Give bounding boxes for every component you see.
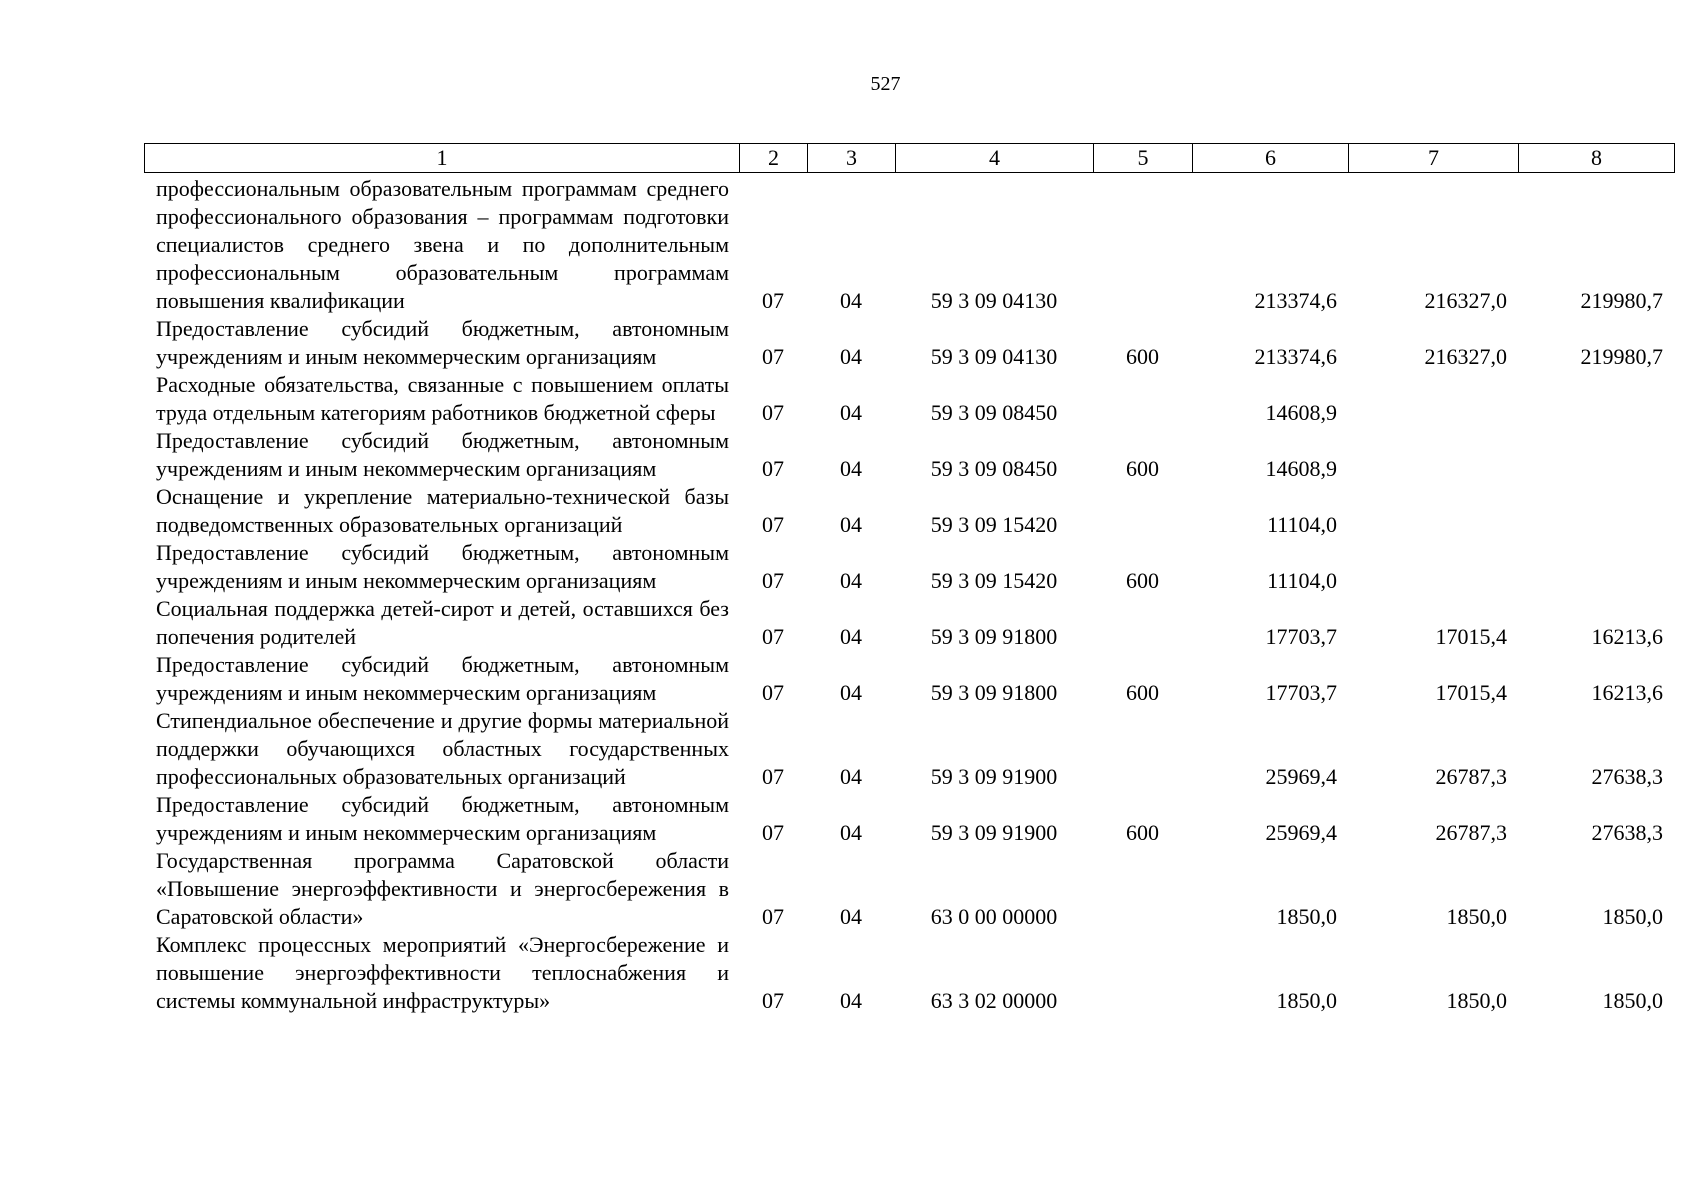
section-code-cell: 07 (762, 568, 784, 593)
subsection-code-cell: 04 (840, 344, 862, 369)
target-code-cell: 59 3 09 91900 (930, 820, 1058, 845)
row-name-cell: Стипендиальное обеспечение и другие формы материальной поддержки обучающихся областных государственных профессиональных образовательных организаций (156, 708, 729, 789)
amount-year3-cell: 219980,7 (1580, 288, 1663, 313)
subsection-code-cell: 04 (840, 288, 862, 313)
column-header-5: 5 (1094, 144, 1193, 173)
row-name-cell: Предоставление субсидий бюджетным, автономным учреждениям и иным некоммерческим организациям (156, 792, 729, 845)
section-code-cell: 07 (762, 456, 784, 481)
column-header-7: 7 (1349, 144, 1519, 173)
amount-year2-cell (1348, 539, 1518, 595)
amount-year2-cell: 216327,0 (1424, 344, 1507, 369)
subsection-code-cell: 04 (840, 764, 862, 789)
target-code-cell: 63 3 02 00000 (930, 988, 1058, 1013)
row-name-cell: Расходные обязательства, связанные с повышением оплаты труда отдельным категориям работников бюджетной сферы (156, 372, 729, 425)
expense-type-cell: 600 (1126, 568, 1159, 593)
amount-year2-cell: 1850,0 (1446, 904, 1507, 929)
expense-type-cell: 600 (1126, 456, 1159, 481)
amount-year3-cell: 27638,3 (1591, 820, 1663, 845)
section-code-cell: 07 (762, 512, 784, 537)
amount-year2-cell (1348, 483, 1518, 539)
amount-year2-cell: 17015,4 (1435, 680, 1507, 705)
amount-year3-cell (1518, 371, 1674, 427)
subsection-code-cell: 04 (840, 680, 862, 705)
row-name-cell: Оснащение и укрепление материально-технической базы подведомственных образовательных организаций (156, 484, 729, 537)
target-code-cell: 59 3 09 91800 (930, 624, 1058, 649)
target-code-cell: 59 3 09 15420 (930, 568, 1058, 593)
subsection-code-cell: 04 (840, 512, 862, 537)
target-code-cell: 59 3 09 08450 (930, 456, 1058, 481)
column-header-8: 8 (1519, 144, 1675, 173)
section-code-cell: 07 (762, 764, 784, 789)
amount-year3-cell: 16213,6 (1591, 624, 1663, 649)
amount-year1-cell: 25969,4 (1265, 820, 1337, 845)
page-number: 527 (870, 73, 901, 95)
expense-type-cell (1093, 931, 1192, 1015)
section-code-cell: 07 (762, 820, 784, 845)
section-code-cell: 07 (762, 400, 784, 425)
amount-year3-cell: 1850,0 (1602, 988, 1663, 1013)
expense-type-cell (1093, 847, 1192, 931)
expense-type-cell (1093, 707, 1192, 791)
amount-year2-cell: 1850,0 (1446, 988, 1507, 1013)
amount-year1-cell: 1850,0 (1276, 904, 1337, 929)
table-row (144, 791, 1674, 847)
amount-year1-cell: 17703,7 (1265, 624, 1337, 649)
section-code-cell: 07 (762, 344, 784, 369)
amount-year2-cell: 26787,3 (1435, 820, 1507, 845)
amount-year3-cell: 16213,6 (1591, 680, 1663, 705)
amount-year1-cell: 11104,0 (1267, 512, 1337, 537)
amount-year1-cell: 17703,7 (1265, 680, 1337, 705)
amount-year3-cell (1518, 539, 1674, 595)
row-name-cell: Социальная поддержка детей-сирот и детей, оставшихся без попечения родителей (156, 596, 729, 649)
table-row (144, 651, 1674, 707)
section-code-cell: 07 (762, 680, 784, 705)
row-name-cell: Государственная программа Саратовской области «Повышение энергоэффективности и энергосбережения в Саратовской области» (156, 848, 729, 929)
amount-year3-cell (1518, 483, 1674, 539)
amount-year2-cell (1348, 427, 1518, 483)
row-name-cell: Предоставление субсидий бюджетным, автономным учреждениям и иным некоммерческим организациям (156, 428, 729, 481)
amount-year3-cell: 1850,0 (1602, 904, 1663, 929)
target-code-cell: 59 3 09 04130 (930, 344, 1058, 369)
column-header-4: 4 (896, 144, 1094, 173)
target-code-cell: 59 3 09 08450 (930, 400, 1058, 425)
amount-year1-cell: 11104,0 (1267, 568, 1337, 593)
column-header-1: 1 (145, 144, 740, 173)
subsection-code-cell: 04 (840, 456, 862, 481)
section-code-cell: 07 (762, 988, 784, 1013)
expense-type-cell: 600 (1126, 820, 1159, 845)
table-row (144, 315, 1674, 371)
subsection-code-cell: 04 (840, 904, 862, 929)
table-row (144, 847, 1674, 931)
amount-year3-cell: 27638,3 (1591, 764, 1663, 789)
target-code-cell: 59 3 09 15420 (930, 512, 1058, 537)
subsection-code-cell: 04 (840, 624, 862, 649)
column-header-row (145, 144, 1675, 173)
target-code-cell: 59 3 09 91900 (930, 764, 1058, 789)
row-name-cell: Предоставление субсидий бюджетным, автономным учреждениям и иным некоммерческим организациям (156, 652, 729, 705)
table-row (144, 175, 1674, 315)
column-header-table (144, 143, 1675, 173)
expense-type-cell (1093, 595, 1192, 651)
row-name-cell: Комплекс процессных мероприятий «Энергосбережение и повышение энергоэффективности теплоснабжения и системы коммунальной инфраструктуры» (156, 932, 729, 1013)
amount-year2-cell: 26787,3 (1435, 764, 1507, 789)
row-name-cell: Предоставление субсидий бюджетным, автономным учреждениям и иным некоммерческим организациям (156, 316, 729, 369)
expense-type-cell (1093, 483, 1192, 539)
column-header-6: 6 (1193, 144, 1349, 173)
table-row (144, 595, 1674, 651)
target-code-cell: 59 3 09 04130 (930, 288, 1058, 313)
subsection-code-cell: 04 (840, 568, 862, 593)
amount-year1-cell: 1850,0 (1276, 988, 1337, 1013)
amount-year2-cell (1348, 371, 1518, 427)
expense-type-cell (1093, 175, 1192, 315)
section-code-cell: 07 (762, 288, 784, 313)
amount-year2-cell: 17015,4 (1435, 624, 1507, 649)
table-row (144, 371, 1674, 427)
target-code-cell: 59 3 09 91800 (930, 680, 1058, 705)
amount-year1-cell: 14608,9 (1265, 456, 1337, 481)
expense-type-cell: 600 (1126, 680, 1159, 705)
table-row (144, 539, 1674, 595)
amount-year3-cell: 219980,7 (1580, 344, 1663, 369)
column-header-3: 3 (808, 144, 896, 173)
subsection-code-cell: 04 (840, 400, 862, 425)
column-header-2: 2 (740, 144, 808, 173)
amount-year3-cell (1518, 427, 1674, 483)
table-row (144, 427, 1674, 483)
section-code-cell: 07 (762, 624, 784, 649)
amount-year1-cell: 25969,4 (1265, 764, 1337, 789)
subsection-code-cell: 04 (840, 820, 862, 845)
amount-year1-cell: 213374,6 (1254, 344, 1337, 369)
subsection-code-cell: 04 (840, 988, 862, 1013)
amount-year1-cell: 213374,6 (1254, 288, 1337, 313)
table-row (144, 931, 1674, 1015)
expense-type-cell (1093, 371, 1192, 427)
row-name-cell: профессиональным образовательным программам среднего профессионального образования – программам подготовки специалистов среднего звена и по дополнительным профессиональным образовательным программам повышения квалификации (156, 176, 729, 313)
target-code-cell: 63 0 00 00000 (930, 904, 1058, 929)
section-code-cell: 07 (762, 904, 784, 929)
budget-table (144, 175, 1674, 1015)
amount-year1-cell: 14608,9 (1265, 400, 1337, 425)
amount-year2-cell: 216327,0 (1424, 288, 1507, 313)
table-row (144, 483, 1674, 539)
row-name-cell: Предоставление субсидий бюджетным, автономным учреждениям и иным некоммерческим организациям (156, 540, 729, 593)
table-row (144, 707, 1674, 791)
expense-type-cell: 600 (1126, 344, 1159, 369)
